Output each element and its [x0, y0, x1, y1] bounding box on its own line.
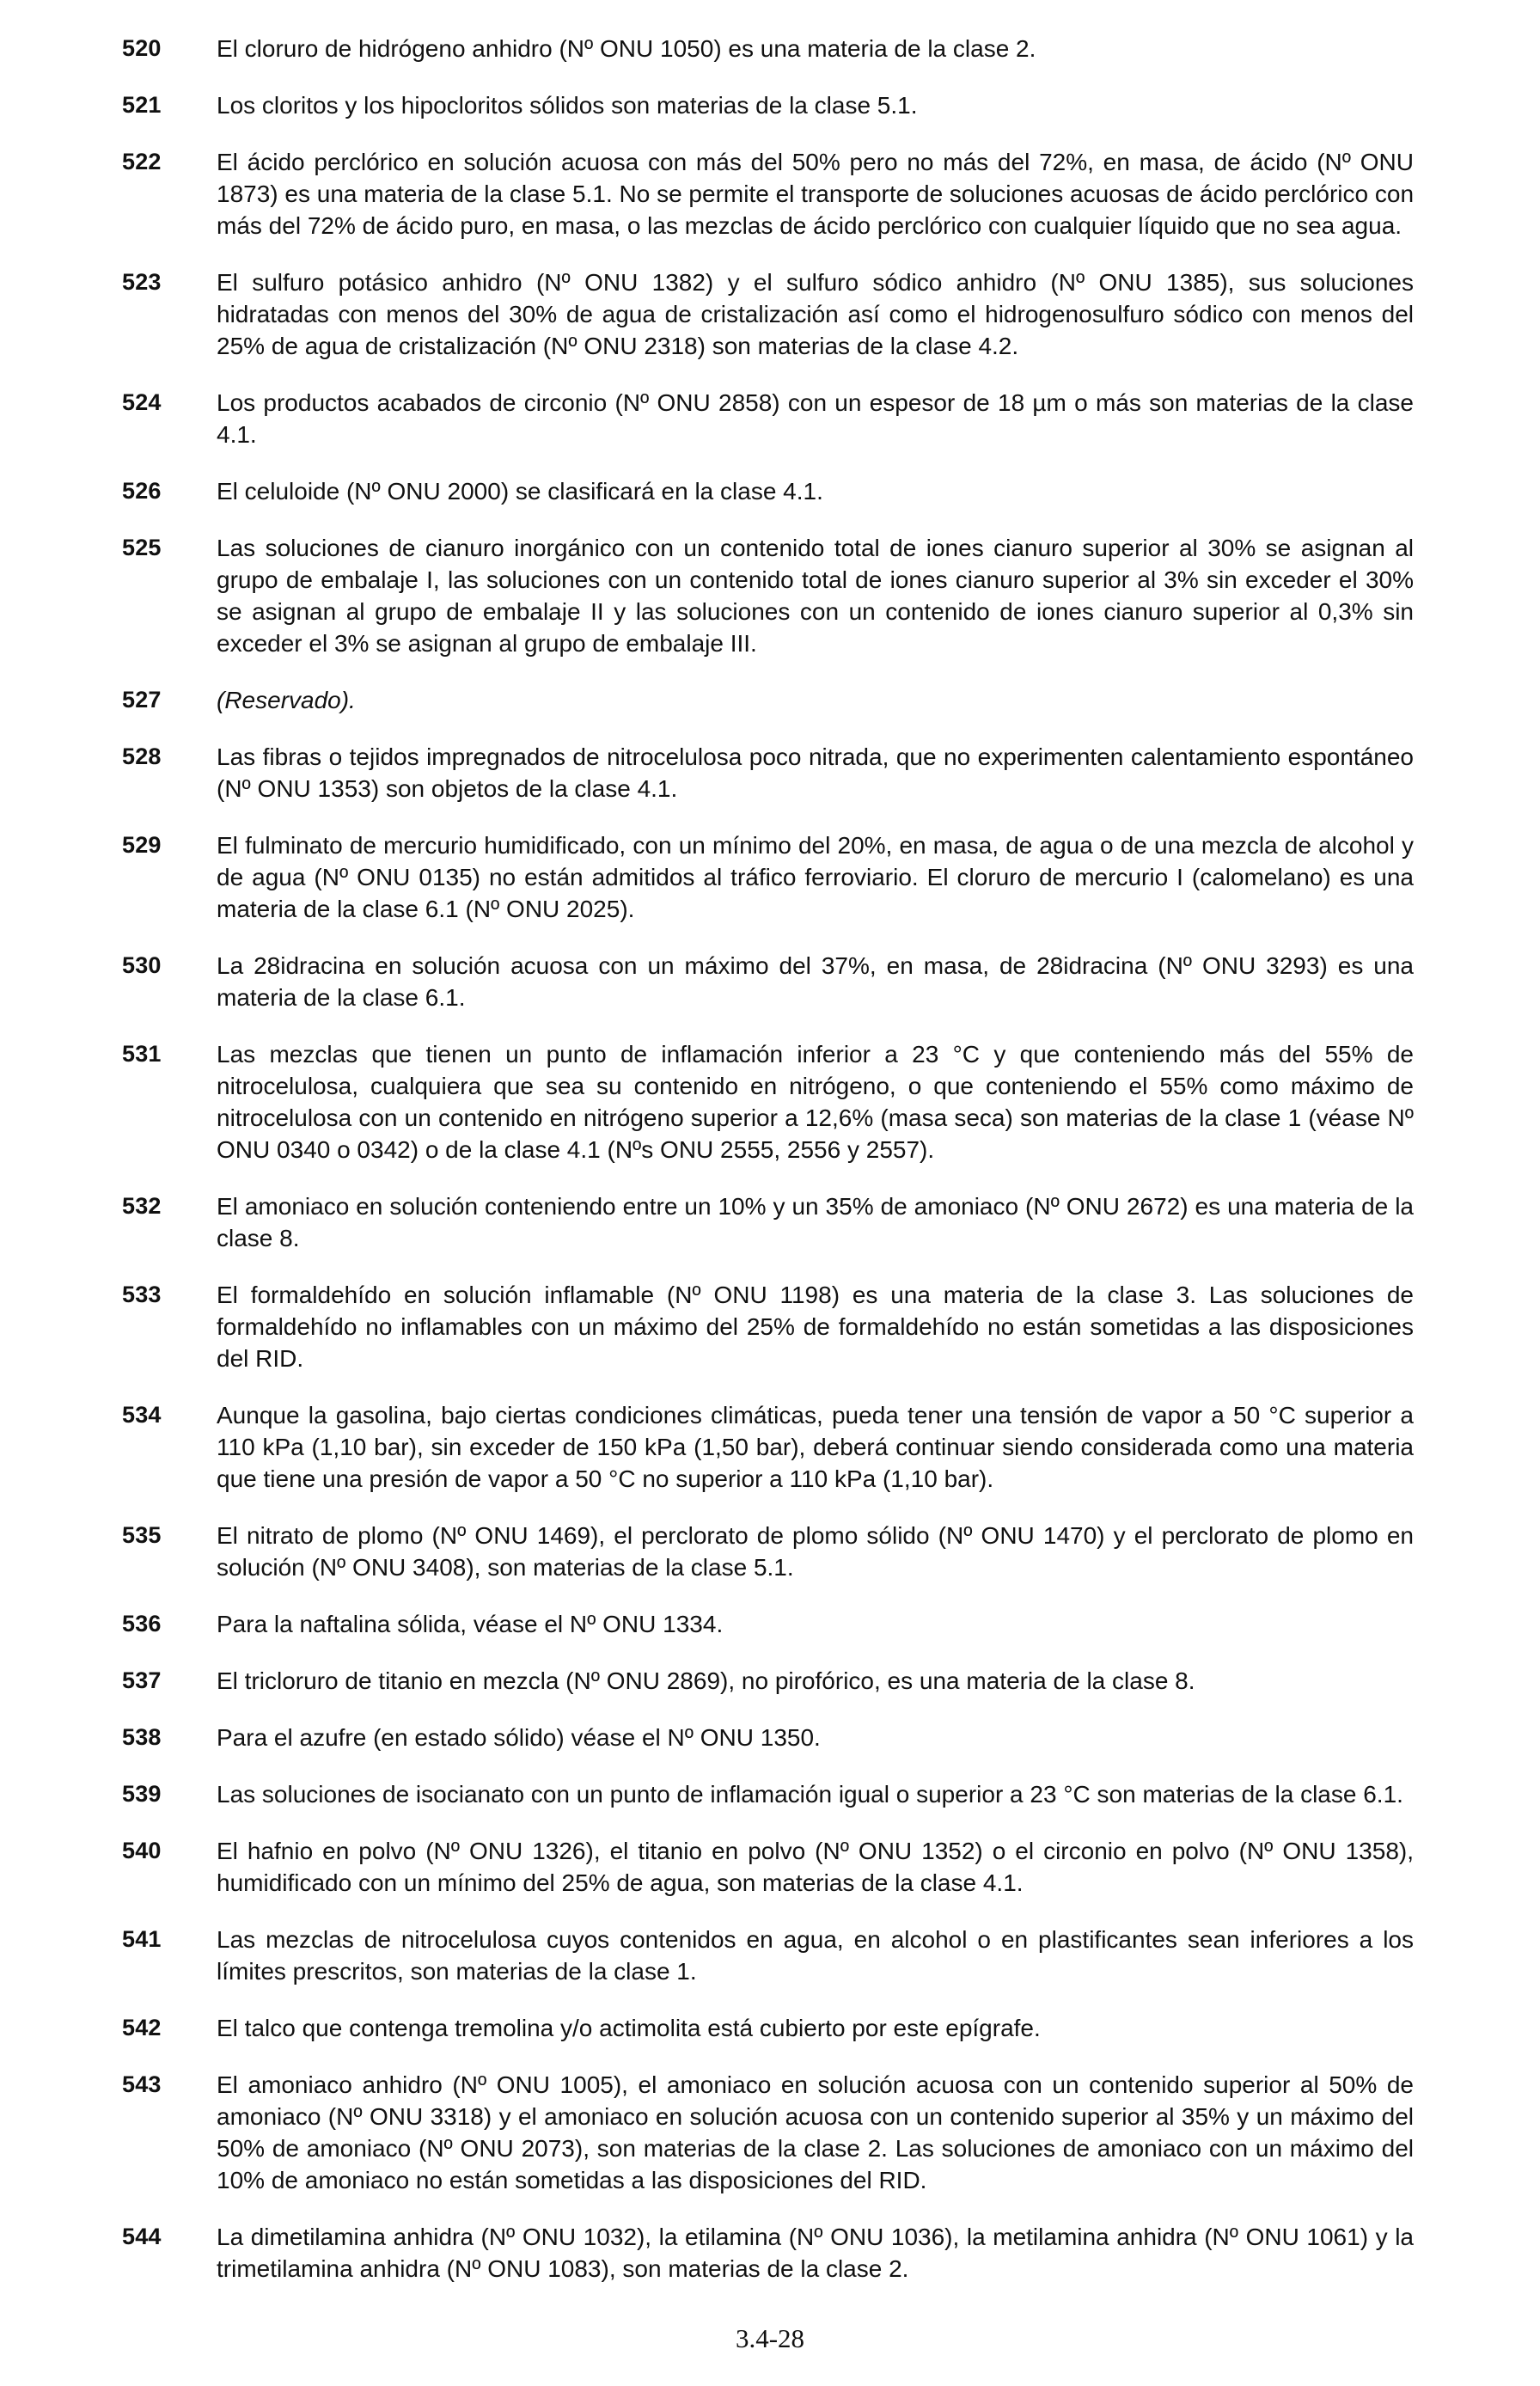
provision-number: 530 [122, 952, 162, 978]
provision-525 [0, 532, 1540, 659]
provision-number: 522 [122, 149, 162, 174]
provision-number: 524 [122, 389, 162, 415]
provision-number: 538 [122, 1724, 162, 1750]
provision-537 [0, 1665, 1540, 1697]
provision-text: El celuloide (Nº ONU 2000) se clasificará en la clase 4.1. [217, 478, 823, 505]
provision-text: Las soluciones de isocianato con un punto de inflamación igual o superior a 23 °C son materias de la clase 6.1. [217, 1781, 1403, 1808]
provision-text: La 28idracina en solución acuosa con un máximo del 37%, en masa, de 28idracina (Nº ONU 3293) es una materia de la clase 6.1. [217, 952, 1414, 1011]
provision-number: 532 [122, 1193, 162, 1219]
provision-text: El sulfuro potásico anhidro (Nº ONU 1382) y el sulfuro sódico anhidro (Nº ONU 1385), sus soluciones hidratadas con menos del 30% de agua de cristalización así como el hidrogenosulfuro sódico con menos del 25% de agua de cristalización (Nº ONU 2318) son materias de la clase 4.2. [217, 269, 1414, 359]
provision-text: Las soluciones de cianuro inorgánico con un contenido total de iones cianuro superior al 30% se asignan al grupo de embalaje I, las soluciones con un contenido total de iones cianuro superior al 3% sin exceder el 30% se asignan al grupo de embalaje II y las soluciones con un contenido de iones cianuro superior al 0,3% sin exceder el 3% se asignan al grupo de embalaje III. [217, 535, 1414, 657]
provision-541 [0, 1924, 1540, 1987]
provision-text: El formaldehído en solución inflamable (Nº ONU 1198) es una materia de la clase 3. Las soluciones de formaldehído no inflamables con un máximo del 25% de formaldehído no están sometidas a las disposiciones del RID. [217, 1282, 1414, 1372]
provision-number: 523 [122, 269, 162, 295]
provision-539 [0, 1778, 1540, 1810]
provision-text: Las mezclas de nitrocelulosa cuyos contenidos en agua, en alcohol o en plastificantes sean inferiores a los límites prescritos, son materias de la clase 1. [217, 1926, 1414, 1985]
provision-520 [0, 33, 1540, 64]
provision-536 [0, 1608, 1540, 1640]
provision-text: El amoniaco anhidro (Nº ONU 1005), el amoniaco en solución acuosa con un contenido superior al 50% de amoniaco (Nº ONU 3318) y el amoniaco en solución acuosa con un contenido superior al 35% y un máximo del 50% de amoniaco (Nº ONU 2073), son materias de la clase 2. Las soluciones de amoniaco con un máximo del 10% de amoniaco no están sometidas a las disposiciones del RID. [217, 2071, 1414, 2193]
provision-text: El cloruro de hidrógeno anhidro (Nº ONU 1050) es una materia de la clase 2. [217, 35, 1036, 62]
provision-text: El talco que contenga tremolina y/o actimolita está cubierto por este epígrafe. [217, 2015, 1041, 2041]
provision-number: 544 [122, 2224, 162, 2249]
provision-number: 540 [122, 1838, 162, 1863]
provision-number: 535 [122, 1522, 162, 1548]
provision-text: El amoniaco en solución conteniendo entre un 10% y un 35% de amoniaco (Nº ONU 2672) es una materia de la clase 8. [217, 1193, 1414, 1251]
provision-524 [0, 387, 1540, 450]
provision-text: Las mezclas que tienen un punto de inflamación inferior a 23 °C y que conteniendo más del 55% de nitrocelulosa, cualquiera que sea su contenido en nitrógeno, o que conteniendo el 55% como máximo de nitrocelulosa con un contenido en nitrógeno superior a 12,6% (masa seca) son materias de la clase 1 (véase Nº ONU 0340 o 0342) o de la clase 4.1 (Nºs ONU 2555, 2556 y 2557). [217, 1041, 1414, 1163]
provision-535 [0, 1520, 1540, 1583]
provision-text: Para el azufre (en estado sólido) véase el Nº ONU 1350. [217, 1724, 821, 1751]
provision-number: 525 [122, 535, 162, 560]
provision-529 [0, 829, 1540, 925]
provision-number: 527 [122, 687, 162, 713]
provision-text: (Reservado). [217, 687, 356, 713]
provision-531 [0, 1038, 1540, 1165]
special-provisions-list [0, 33, 1540, 2310]
provision-544 [0, 2221, 1540, 2285]
provision-number: 539 [122, 1781, 162, 1807]
provision-text: El tricloruro de titanio en mezcla (Nº ONU 2869), no pirofórico, es una materia de la clase 8. [217, 1667, 1195, 1694]
provision-text: La dimetilamina anhidra (Nº ONU 1032), la etilamina (Nº ONU 1036), la metilamina anhidra (Nº ONU 1061) y la trimetilamina anhidra (Nº ONU 1083), son materias de la clase 2. [217, 2224, 1414, 2282]
provision-text: El nitrato de plomo (Nº ONU 1469), el perclorato de plomo sólido (Nº ONU 1470) y el perclorato de plomo en solución (Nº ONU 3408), son materias de la clase 5.1. [217, 1522, 1414, 1581]
provision-526 [0, 475, 1540, 507]
provision-number: 536 [122, 1611, 162, 1637]
provision-542 [0, 2012, 1540, 2044]
provision-number: 533 [122, 1282, 162, 1307]
provision-number: 531 [122, 1041, 162, 1067]
provision-text: Las fibras o tejidos impregnados de nitrocelulosa poco nitrada, que no experimenten calentamiento espontáneo (Nº ONU 1353) son objetos de la clase 4.1. [217, 743, 1414, 802]
provision-number: 537 [122, 1667, 162, 1693]
provision-text: El hafnio en polvo (Nº ONU 1326), el titanio en polvo (Nº ONU 1352) o el circonio en polvo (Nº ONU 1358), humidificado con un mínimo del 25% de agua, son materias de la clase 4.1. [217, 1838, 1414, 1896]
provision-number: 528 [122, 743, 162, 769]
provision-532 [0, 1190, 1540, 1254]
provision-text: Los productos acabados de circonio (Nº ONU 2858) con un espesor de 18 µm o más son materias de la clase 4.1. [217, 389, 1414, 448]
provision-text: Aunque la gasolina, bajo ciertas condiciones climáticas, pueda tener una tensión de vapor a 50 °C superior a 110 kPa (1,10 bar), sin exceder de 150 kPa (1,50 bar), deberá continuar siendo considerada como una materia que tiene una presión de vapor a 50 °C no superior a 110 kPa (1,10 bar). [217, 1402, 1414, 1492]
page-number: 3.4-28 [735, 2323, 805, 2353]
provision-number: 541 [122, 1926, 162, 1952]
provision-521 [0, 89, 1540, 121]
provision-530 [0, 950, 1540, 1013]
provision-text: El fulminato de mercurio humidificado, con un mínimo del 20%, en masa, de agua o de una mezcla de alcohol y de agua (Nº ONU 0135) no están admitidos al tráfico ferroviario. El cloruro de mercurio I (calomelano) es una materia de la clase 6.1 (Nº ONU 2025). [217, 832, 1414, 922]
provision-text: Los cloritos y los hipocloritos sólidos son materias de la clase 5.1. [217, 92, 918, 119]
provision-number: 529 [122, 832, 162, 858]
provision-533 [0, 1279, 1540, 1374]
provision-number: 542 [122, 2015, 162, 2040]
provision-534 [0, 1399, 1540, 1495]
provision-number: 543 [122, 2071, 162, 2097]
provision-540 [0, 1835, 1540, 1899]
provision-text: Para la naftalina sólida, véase el Nº ONU 1334. [217, 1611, 724, 1637]
provision-number: 526 [122, 478, 162, 504]
provision-543 [0, 2069, 1540, 2196]
provision-538 [0, 1722, 1540, 1753]
provision-523 [0, 266, 1540, 362]
provision-522 [0, 146, 1540, 242]
provision-text: El ácido perclórico en solución acuosa con más del 50% pero no más del 72%, en masa, de ácido (Nº ONU 1873) es una materia de la clase 5.1. No se permite el transporte de soluciones acuosas de ácido perclórico con más del 72% de ácido puro, en masa, o las mezclas de ácido perclórico con cualquier líquido que no sea agua. [217, 149, 1415, 239]
provision-number: 520 [122, 35, 162, 61]
provision-number: 521 [122, 92, 162, 118]
provision-number: 534 [122, 1402, 162, 1428]
provision-528 [0, 741, 1540, 805]
provision-527 [0, 684, 1540, 716]
